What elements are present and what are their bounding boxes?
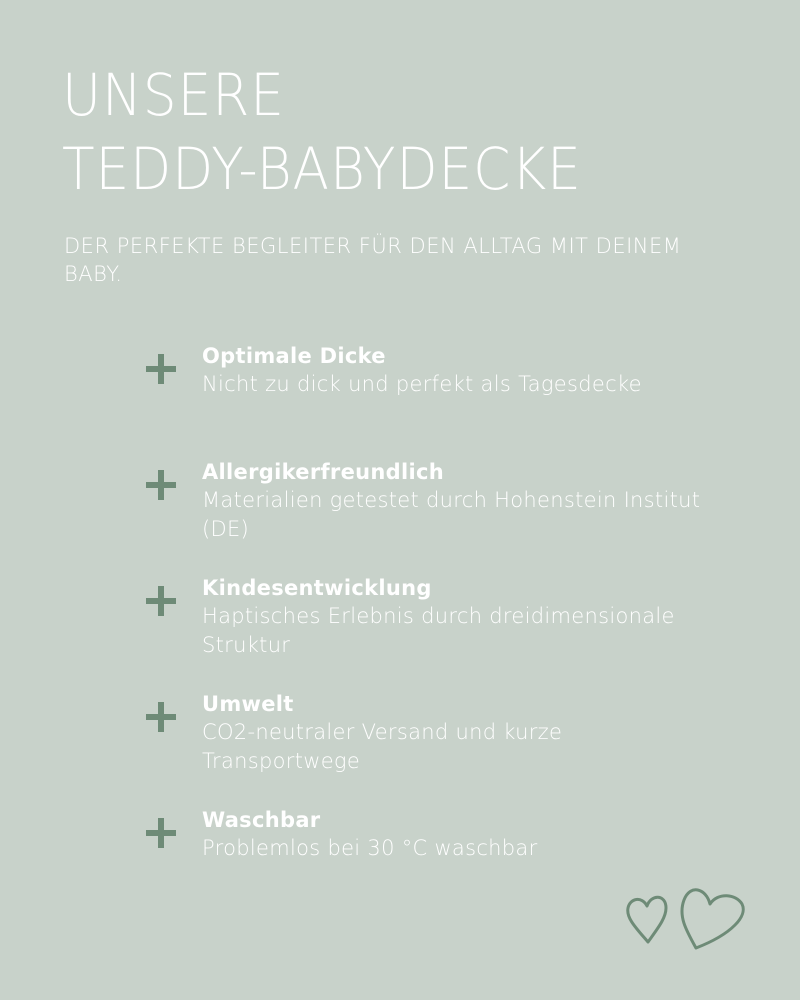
feature-item-development (146, 574, 706, 690)
feature-item-thickness (146, 342, 706, 458)
feature-text: Problemlos bei 30 °C waschbar (202, 836, 538, 860)
page-title (62, 58, 582, 206)
title-line-1: UNSERE (62, 61, 285, 129)
feature-item-allergy (146, 458, 706, 574)
plus-icon (146, 354, 176, 384)
feature-text: Haptisches Erlebnis durch dreidimensionale Struktur (202, 604, 675, 657)
hearts-icon (620, 878, 760, 958)
feature-title: Allergikerfreundlich (202, 460, 444, 484)
feature-text: CO2-neutraler Versand und kurze Transportwege (202, 720, 563, 773)
feature-item-environment (146, 690, 706, 806)
feature-title: Optimale Dicke (202, 344, 386, 368)
plus-icon (146, 586, 176, 616)
feature-title: Kindesentwicklung (202, 576, 432, 600)
feature-title: Umwelt (202, 692, 294, 716)
subtitle: DER PERFEKTE BEGLEITER FÜR DEN ALLTAG MIT DEINEM BABY. (64, 234, 682, 286)
feature-list (146, 342, 706, 922)
feature-text: Nicht zu dick und perfekt als Tagesdecke (202, 372, 642, 396)
plus-icon (146, 818, 176, 848)
plus-icon (146, 702, 176, 732)
feature-text: Materialien getestet durch Hohenstein Institut (DE) (202, 488, 701, 541)
feature-title: Waschbar (202, 808, 321, 832)
plus-icon (146, 470, 176, 500)
title-line-2: TEDDY-BABYDECKE (62, 135, 582, 203)
